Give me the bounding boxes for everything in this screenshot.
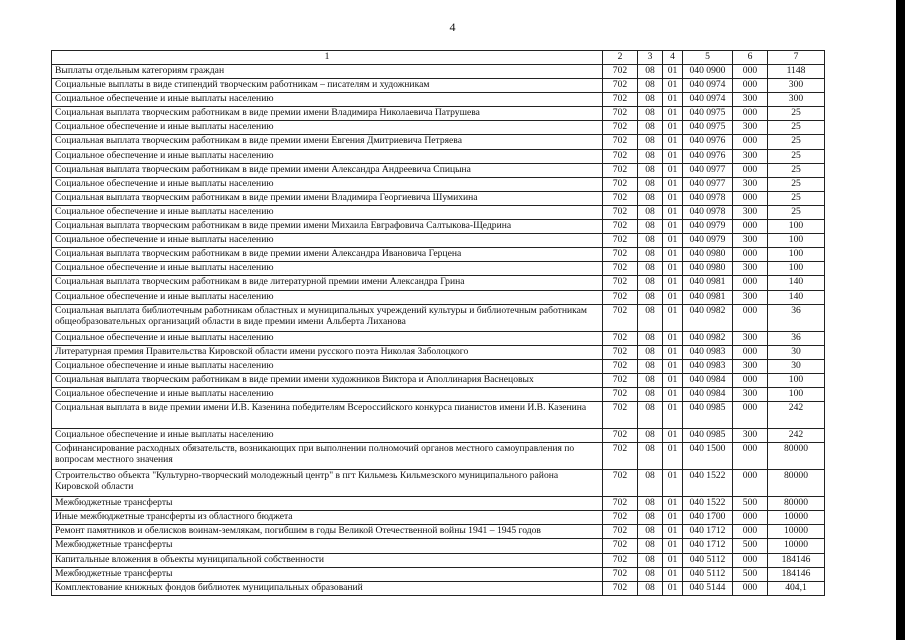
row-code4-cell: 01 (663, 191, 683, 205)
row-code4-cell: 01 (663, 79, 683, 93)
table-row (52, 107, 825, 121)
row-code4-cell: 01 (663, 470, 683, 497)
header-cell: 1 (52, 51, 603, 65)
row-code5-cell: 040 1700 (683, 511, 733, 525)
row-name-cell: Выплаты отдельным категориям граждан (52, 65, 603, 79)
row-code6-cell: 000 (733, 581, 768, 595)
table-row (52, 373, 825, 387)
scan-edge-bar (896, 0, 905, 640)
header-cell: 6 (733, 51, 768, 65)
row-code5-cell: 040 1500 (683, 443, 733, 470)
table-row (52, 525, 825, 539)
row-code5-cell: 040 0980 (683, 248, 733, 262)
row-code4-cell: 01 (663, 331, 683, 345)
row-code6-cell: 300 (733, 234, 768, 248)
row-name-cell: Социальные выплаты в виде стипендий творческим работникам – писателям и художникам (52, 79, 603, 93)
row-code3-cell: 08 (638, 79, 663, 93)
table-header-row (52, 51, 825, 65)
row-code3-cell: 08 (638, 135, 663, 149)
table-row (52, 135, 825, 149)
header-cell: 4 (663, 51, 683, 65)
row-code5-cell: 040 0974 (683, 93, 733, 107)
table-row (52, 79, 825, 93)
row-code3-cell: 08 (638, 470, 663, 497)
row-code3-cell: 08 (638, 177, 663, 191)
table-row (52, 359, 825, 373)
row-code4-cell: 01 (663, 525, 683, 539)
table-row (52, 121, 825, 135)
row-code4-cell: 01 (663, 402, 683, 429)
row-name-cell: Комплектование книжных фондов библиотек муниципальных образований (52, 581, 603, 595)
row-code6-cell: 000 (733, 525, 768, 539)
table-row (52, 539, 825, 553)
row-code6-cell: 300 (733, 93, 768, 107)
row-code4-cell: 01 (663, 163, 683, 177)
row-code2-cell: 702 (603, 121, 638, 135)
table-row (52, 511, 825, 525)
row-code5-cell: 040 0982 (683, 304, 733, 331)
row-code4-cell: 01 (663, 205, 683, 219)
row-code6-cell: 500 (733, 539, 768, 553)
table-row (52, 248, 825, 262)
table-row (52, 262, 825, 276)
row-code4-cell: 01 (663, 443, 683, 470)
row-code6-cell: 000 (733, 511, 768, 525)
row-code3-cell: 08 (638, 290, 663, 304)
row-amount-cell: 300 (768, 79, 825, 93)
row-code2-cell: 702 (603, 359, 638, 373)
row-code3-cell: 08 (638, 345, 663, 359)
table-row (52, 402, 825, 429)
row-code3-cell: 08 (638, 443, 663, 470)
row-code5-cell: 040 0985 (683, 429, 733, 443)
row-amount-cell: 242 (768, 402, 825, 429)
row-code4-cell: 01 (663, 93, 683, 107)
row-code2-cell: 702 (603, 553, 638, 567)
row-code5-cell: 040 0974 (683, 79, 733, 93)
row-code2-cell: 702 (603, 234, 638, 248)
row-code4-cell: 01 (663, 497, 683, 511)
row-amount-cell: 80000 (768, 443, 825, 470)
row-code6-cell: 000 (733, 304, 768, 331)
row-amount-cell: 1148 (768, 65, 825, 79)
row-name-cell: Социальное обеспечение и иные выплаты населению (52, 429, 603, 443)
row-code6-cell: 000 (733, 248, 768, 262)
row-code2-cell: 702 (603, 581, 638, 595)
row-code6-cell: 000 (733, 191, 768, 205)
row-code6-cell: 000 (733, 553, 768, 567)
row-code6-cell: 300 (733, 429, 768, 443)
row-amount-cell: 242 (768, 429, 825, 443)
row-amount-cell: 100 (768, 373, 825, 387)
row-code2-cell: 702 (603, 345, 638, 359)
row-code6-cell: 000 (733, 345, 768, 359)
row-code6-cell: 300 (733, 290, 768, 304)
row-amount-cell: 25 (768, 177, 825, 191)
row-code2-cell: 702 (603, 177, 638, 191)
row-code3-cell: 08 (638, 276, 663, 290)
table-row (52, 149, 825, 163)
row-code6-cell: 000 (733, 65, 768, 79)
row-code6-cell: 300 (733, 205, 768, 219)
row-code4-cell: 01 (663, 581, 683, 595)
row-code4-cell: 01 (663, 387, 683, 401)
row-code3-cell: 08 (638, 121, 663, 135)
row-code2-cell: 702 (603, 443, 638, 470)
row-code5-cell: 040 0975 (683, 121, 733, 135)
row-code3-cell: 08 (638, 359, 663, 373)
header-cell: 5 (683, 51, 733, 65)
row-name-cell: Иные межбюджетные трансферты из областного бюджета (52, 511, 603, 525)
row-code2-cell: 702 (603, 331, 638, 345)
row-code5-cell: 040 1522 (683, 470, 733, 497)
table-row (52, 163, 825, 177)
row-code6-cell: 000 (733, 163, 768, 177)
row-code3-cell: 08 (638, 220, 663, 234)
row-code5-cell: 040 0984 (683, 373, 733, 387)
row-code5-cell: 040 0978 (683, 205, 733, 219)
row-amount-cell: 25 (768, 121, 825, 135)
table-row (52, 470, 825, 497)
row-name-cell: Межбюджетные трансферты (52, 539, 603, 553)
row-amount-cell: 30 (768, 345, 825, 359)
row-name-cell: Межбюджетные трансферты (52, 497, 603, 511)
table-row (52, 205, 825, 219)
header-cell: 3 (638, 51, 663, 65)
row-code2-cell: 702 (603, 511, 638, 525)
row-code2-cell: 702 (603, 262, 638, 276)
row-code2-cell: 702 (603, 79, 638, 93)
row-code6-cell: 000 (733, 276, 768, 290)
row-name-cell: Ремонт памятников и обелисков воинам-землякам, погибшим в годы Великой Отечественной войны 1941 – 1945 годов (52, 525, 603, 539)
row-code5-cell: 040 0979 (683, 234, 733, 248)
row-code3-cell: 08 (638, 567, 663, 581)
row-code4-cell: 01 (663, 149, 683, 163)
row-code5-cell: 040 0900 (683, 65, 733, 79)
row-amount-cell: 25 (768, 149, 825, 163)
row-code2-cell: 702 (603, 304, 638, 331)
row-code5-cell: 040 0977 (683, 177, 733, 191)
row-code3-cell: 08 (638, 581, 663, 595)
table-body (52, 51, 825, 596)
row-code6-cell: 300 (733, 331, 768, 345)
table-row (52, 387, 825, 401)
row-amount-cell: 10000 (768, 511, 825, 525)
row-amount-cell: 36 (768, 304, 825, 331)
row-code6-cell: 000 (733, 107, 768, 121)
row-code2-cell: 702 (603, 402, 638, 429)
row-code4-cell: 01 (663, 553, 683, 567)
row-amount-cell: 80000 (768, 470, 825, 497)
row-code2-cell: 702 (603, 65, 638, 79)
row-amount-cell: 36 (768, 331, 825, 345)
row-amount-cell: 140 (768, 276, 825, 290)
row-code4-cell: 01 (663, 511, 683, 525)
row-code5-cell: 040 0976 (683, 135, 733, 149)
row-code6-cell: 000 (733, 470, 768, 497)
row-code5-cell: 040 0977 (683, 163, 733, 177)
row-name-cell: Строительство объекта "Культурно-творческий молодежный центр" в пгт Кильмезь Кильмезского муниципального района Кировской области (52, 470, 603, 497)
row-code3-cell: 08 (638, 511, 663, 525)
row-name-cell: Социальное обеспечение и иные выплаты населению (52, 177, 603, 191)
row-code4-cell: 01 (663, 121, 683, 135)
row-code4-cell: 01 (663, 234, 683, 248)
row-name-cell: Литературная премия Правительства Кировской области имени русского поэта Николая Заболоцкого (52, 345, 603, 359)
row-code3-cell: 08 (638, 163, 663, 177)
row-code2-cell: 702 (603, 497, 638, 511)
row-code6-cell: 000 (733, 373, 768, 387)
table-row (52, 429, 825, 443)
table-row (52, 220, 825, 234)
row-name-cell: Социальное обеспечение и иные выплаты населению (52, 205, 603, 219)
row-code4-cell: 01 (663, 539, 683, 553)
table-row (52, 234, 825, 248)
table-row (52, 65, 825, 79)
row-amount-cell: 100 (768, 387, 825, 401)
row-name-cell: Социальное обеспечение и иные выплаты населению (52, 234, 603, 248)
row-amount-cell: 100 (768, 262, 825, 276)
row-code3-cell: 08 (638, 497, 663, 511)
table-row (52, 290, 825, 304)
row-amount-cell: 100 (768, 234, 825, 248)
row-code3-cell: 08 (638, 402, 663, 429)
row-code4-cell: 01 (663, 107, 683, 121)
row-code2-cell: 702 (603, 276, 638, 290)
row-code5-cell: 040 1522 (683, 497, 733, 511)
row-name-cell: Социальная выплата творческим работникам в виде премии имени Владимира Николаевича Патрушева (52, 107, 603, 121)
row-code2-cell: 702 (603, 387, 638, 401)
row-code3-cell: 08 (638, 304, 663, 331)
row-code2-cell: 702 (603, 567, 638, 581)
row-code3-cell: 08 (638, 93, 663, 107)
row-code4-cell: 01 (663, 220, 683, 234)
row-code5-cell: 040 0980 (683, 262, 733, 276)
row-code2-cell: 702 (603, 373, 638, 387)
row-name-cell: Социальное обеспечение и иные выплаты населению (52, 359, 603, 373)
row-code3-cell: 08 (638, 331, 663, 345)
table-row (52, 443, 825, 470)
row-code6-cell: 300 (733, 177, 768, 191)
row-code6-cell: 300 (733, 262, 768, 276)
row-code3-cell: 08 (638, 429, 663, 443)
row-code5-cell: 040 1712 (683, 539, 733, 553)
row-code4-cell: 01 (663, 177, 683, 191)
row-code2-cell: 702 (603, 107, 638, 121)
row-code4-cell: 01 (663, 429, 683, 443)
row-code5-cell: 040 0975 (683, 107, 733, 121)
row-code4-cell: 01 (663, 567, 683, 581)
row-code5-cell: 040 0985 (683, 402, 733, 429)
row-name-cell: Социальная выплата творческим работникам в виде премии имени Александра Андреевича Спицына (52, 163, 603, 177)
table-row (52, 581, 825, 595)
table-row (52, 553, 825, 567)
row-code3-cell: 08 (638, 525, 663, 539)
row-code3-cell: 08 (638, 262, 663, 276)
row-code4-cell: 01 (663, 290, 683, 304)
row-name-cell: Социальная выплата творческим работникам в виде премии имени Евгения Дмитриевича Петряева (52, 135, 603, 149)
budget-table (51, 50, 825, 596)
row-code4-cell: 01 (663, 345, 683, 359)
row-code4-cell: 01 (663, 248, 683, 262)
row-code4-cell: 01 (663, 359, 683, 373)
table-row (52, 304, 825, 331)
table-row (52, 177, 825, 191)
row-code5-cell: 040 1712 (683, 525, 733, 539)
row-amount-cell: 184146 (768, 567, 825, 581)
row-code5-cell: 040 0984 (683, 387, 733, 401)
row-name-cell: Социальная выплата творческим работникам в виде премии имени Михаила Евграфовича Салтыкова-Щедрина (52, 220, 603, 234)
row-amount-cell: 25 (768, 191, 825, 205)
row-name-cell: Социальное обеспечение и иные выплаты населению (52, 387, 603, 401)
row-code6-cell: 300 (733, 121, 768, 135)
row-code4-cell: 01 (663, 262, 683, 276)
row-code5-cell: 040 0981 (683, 290, 733, 304)
row-code6-cell: 000 (733, 220, 768, 234)
row-code4-cell: 01 (663, 135, 683, 149)
row-code6-cell: 300 (733, 359, 768, 373)
row-name-cell: Капитальные вложения в объекты муниципальной собственности (52, 553, 603, 567)
row-code6-cell: 000 (733, 79, 768, 93)
row-code5-cell: 040 0982 (683, 331, 733, 345)
row-code6-cell: 000 (733, 135, 768, 149)
row-code3-cell: 08 (638, 191, 663, 205)
table-row (52, 191, 825, 205)
row-code2-cell: 702 (603, 429, 638, 443)
row-amount-cell: 25 (768, 135, 825, 149)
row-code2-cell: 702 (603, 93, 638, 107)
row-code6-cell: 000 (733, 402, 768, 429)
row-name-cell: Социальное обеспечение и иные выплаты населению (52, 149, 603, 163)
row-code4-cell: 01 (663, 373, 683, 387)
row-code2-cell: 702 (603, 248, 638, 262)
row-code5-cell: 040 0983 (683, 359, 733, 373)
row-name-cell: Социальное обеспечение и иные выплаты населению (52, 262, 603, 276)
row-code3-cell: 08 (638, 149, 663, 163)
table-row (52, 497, 825, 511)
row-amount-cell: 25 (768, 107, 825, 121)
row-code3-cell: 08 (638, 65, 663, 79)
row-amount-cell: 184146 (768, 553, 825, 567)
row-amount-cell: 100 (768, 248, 825, 262)
header-cell: 7 (768, 51, 825, 65)
row-amount-cell: 404,1 (768, 581, 825, 595)
row-code3-cell: 08 (638, 553, 663, 567)
row-name-cell: Социальное обеспечение и иные выплаты населению (52, 331, 603, 345)
row-code6-cell: 500 (733, 567, 768, 581)
row-code2-cell: 702 (603, 191, 638, 205)
row-code4-cell: 01 (663, 276, 683, 290)
row-amount-cell: 30 (768, 359, 825, 373)
row-code5-cell: 040 5112 (683, 553, 733, 567)
row-code2-cell: 702 (603, 149, 638, 163)
row-name-cell: Социальное обеспечение и иные выплаты населению (52, 290, 603, 304)
row-code2-cell: 702 (603, 220, 638, 234)
row-code2-cell: 702 (603, 163, 638, 177)
row-name-cell: Софинансирование расходных обязательств, возникающих при выполнении полномочий органов местного самоуправления по вопросам местного значения (52, 443, 603, 470)
row-amount-cell: 25 (768, 205, 825, 219)
row-name-cell: Межбюджетные трансферты (52, 567, 603, 581)
table-row (52, 331, 825, 345)
row-code2-cell: 702 (603, 205, 638, 219)
row-code5-cell: 040 5144 (683, 581, 733, 595)
row-code3-cell: 08 (638, 107, 663, 121)
row-name-cell: Социальная выплата творческим работникам в виде премии имени Владимира Георгиевича Шумихина (52, 191, 603, 205)
row-code5-cell: 040 0978 (683, 191, 733, 205)
row-amount-cell: 140 (768, 290, 825, 304)
row-name-cell: Социальное обеспечение и иные выплаты населению (52, 93, 603, 107)
row-code6-cell: 300 (733, 149, 768, 163)
page-number: 4 (449, 20, 456, 34)
row-code3-cell: 08 (638, 234, 663, 248)
row-name-cell: Социальная выплата творческим работникам в виде литературной премии имени Александра Грина (52, 276, 603, 290)
row-name-cell: Социальное обеспечение и иные выплаты населению (52, 121, 603, 135)
row-code2-cell: 702 (603, 525, 638, 539)
row-code6-cell: 500 (733, 497, 768, 511)
row-code3-cell: 08 (638, 248, 663, 262)
row-code2-cell: 702 (603, 470, 638, 497)
row-code5-cell: 040 5112 (683, 567, 733, 581)
row-amount-cell: 100 (768, 220, 825, 234)
table-row (52, 567, 825, 581)
table-row (52, 93, 825, 107)
row-code4-cell: 01 (663, 65, 683, 79)
row-amount-cell: 300 (768, 93, 825, 107)
row-code5-cell: 040 0983 (683, 345, 733, 359)
row-amount-cell: 25 (768, 163, 825, 177)
row-name-cell: Социальная выплата библиотечным работникам областных и муниципальных учреждений культуры и библиотечным работникам общеобразовательных организаций области в виде премии имени Альберта Лиханова (52, 304, 603, 331)
row-code5-cell: 040 0979 (683, 220, 733, 234)
row-code5-cell: 040 0981 (683, 276, 733, 290)
row-code2-cell: 702 (603, 539, 638, 553)
row-name-cell: Социальная выплата в виде премии имени И.В. Казенина победителям Всероссийского конкурса пианистов имени И.В. Казенина (52, 402, 603, 429)
row-code5-cell: 040 0976 (683, 149, 733, 163)
row-code6-cell: 000 (733, 443, 768, 470)
row-code2-cell: 702 (603, 290, 638, 304)
row-code3-cell: 08 (638, 373, 663, 387)
row-code4-cell: 01 (663, 304, 683, 331)
row-amount-cell: 10000 (768, 539, 825, 553)
row-code3-cell: 08 (638, 539, 663, 553)
row-name-cell: Социальная выплата творческим работникам в виде премии имени Александра Ивановича Герцена (52, 248, 603, 262)
row-amount-cell: 80000 (768, 497, 825, 511)
row-code3-cell: 08 (638, 205, 663, 219)
row-code6-cell: 300 (733, 387, 768, 401)
row-code3-cell: 08 (638, 387, 663, 401)
table-row (52, 276, 825, 290)
table-row (52, 345, 825, 359)
row-name-cell: Социальная выплата творческим работникам в виде премии имени художников Виктора и Аполлинария Васнецовых (52, 373, 603, 387)
row-code2-cell: 702 (603, 135, 638, 149)
header-cell: 2 (603, 51, 638, 65)
row-amount-cell: 10000 (768, 525, 825, 539)
